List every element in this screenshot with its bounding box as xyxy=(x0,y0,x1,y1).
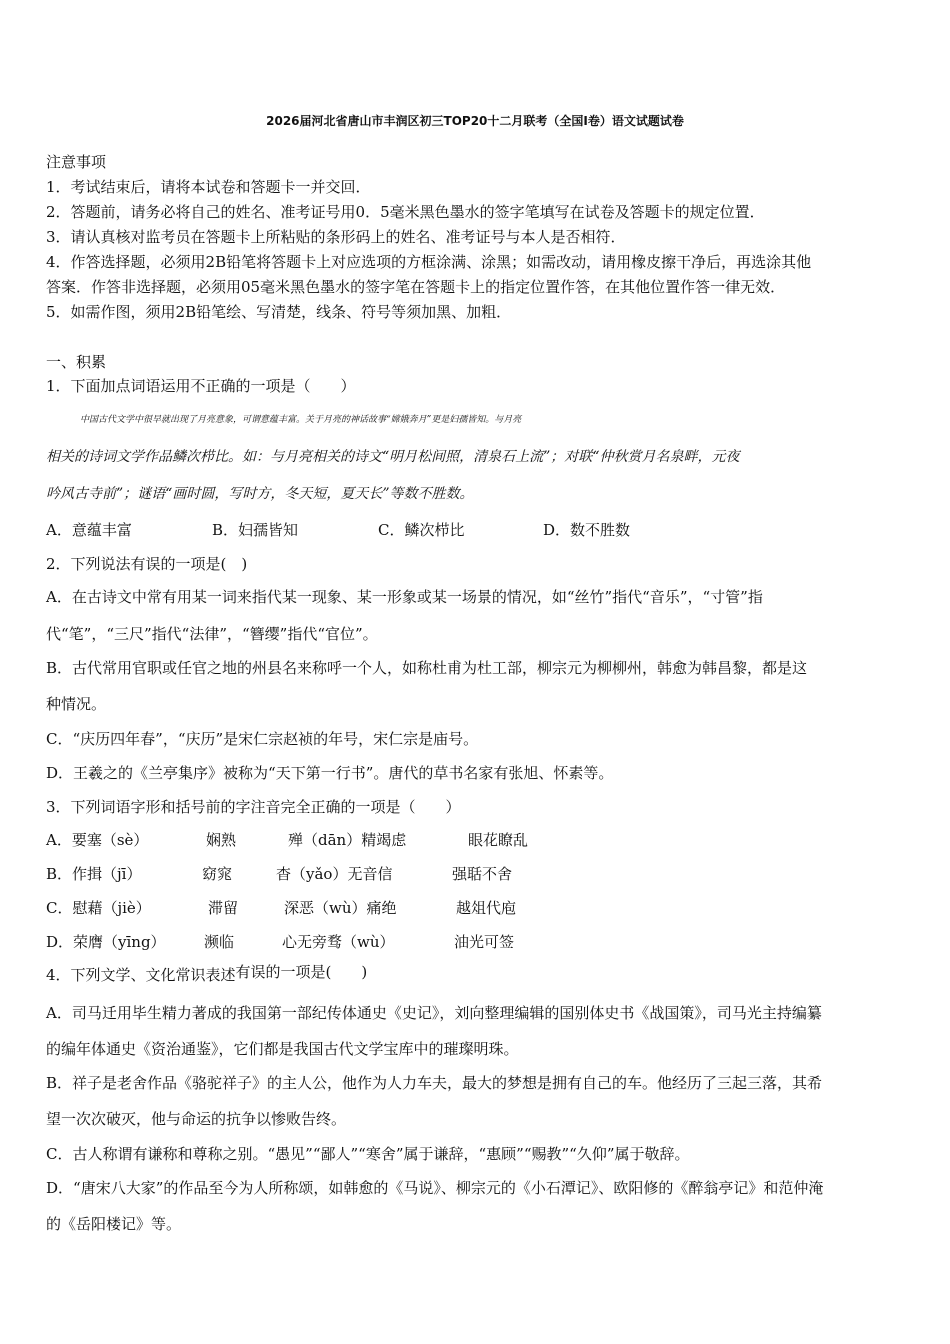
option-d: D．数不胜数 xyxy=(543,521,631,539)
stem-part: 有误的一项是( ) xyxy=(235,963,368,981)
row-cell: 娴熟 xyxy=(206,831,237,849)
option-line: A．司马迁用毕生精力著成的我国第一部纪传体通史《史记》，刘向整理编辑的国别体史书《战国策》，司马光主持编纂 xyxy=(46,1004,822,1022)
row-cell: 殚（dān）精竭虑 xyxy=(288,831,407,849)
passage-line: 相关的诗词文学作品鳞次栉比。如：与月亮相关的诗文“明月松间照，清泉石上流”；对联“仲秋赏月名泉畔，元夜 xyxy=(46,449,740,465)
option-line: D．王羲之的《兰亭集序》被称为“天下第一行书”。唐代的草书名家有张旭、怀素等。 xyxy=(46,764,614,782)
notice-item: 5．如需作图，须用2B铅笔绘、写清楚，线条、符号等须加黑、加粗． xyxy=(46,303,512,321)
question-2-stem: 2．下列说法有误的一项是( ) xyxy=(46,555,248,573)
option-line: C．古人称谓有谦称和尊称之别。“愚见”“鄙人”“寒舍”属于谦辞，“惠顾”“赐教”“久仰”属于敬辞。 xyxy=(46,1145,690,1163)
row-cell: 油光可签 xyxy=(454,933,515,951)
option-c: C．鳞次栉比 xyxy=(378,521,465,539)
section-heading: 一、积累 xyxy=(46,353,107,371)
row-cell: D．荣膺（yīng） xyxy=(46,933,166,951)
row-cell: B．作揖（jī） xyxy=(46,865,142,883)
page-title: 2026届河北省唐山市丰润区初三TOP20十二月联考（全国Ⅰ卷）语文试题试卷 xyxy=(266,114,684,128)
option-line: C．“庆历四年春”，“庆历”是宋仁宗赵祯的年号，宋仁宗是庙号。 xyxy=(46,730,479,748)
option-line: 种情况。 xyxy=(46,695,107,713)
row-cell: 眼花瞭乱 xyxy=(468,831,529,849)
option-line: 望一次次破灭，他与命运的抗争以惨败告终。 xyxy=(46,1110,347,1128)
row-cell: A．要塞（sè） xyxy=(46,831,149,849)
row-cell: 濒临 xyxy=(204,933,235,951)
row-cell: C．慰藉（jiè） xyxy=(46,899,151,917)
question-3-stem: 3．下列词语字形和括号前的字注音完全正确的一项是（ ） xyxy=(46,798,461,816)
option-line: 的《岳阳楼记》等。 xyxy=(46,1215,182,1233)
question-4-stem xyxy=(46,965,367,985)
passage-line: 吟风古寺前”；谜语“画时圆，写时方，冬天短，夏天长”等数不胜数。 xyxy=(46,486,474,502)
row-cell: 窈窕 xyxy=(202,865,233,883)
row-cell: 强聒不舍 xyxy=(452,865,513,883)
notice-item: 2．答题前，请务必将自己的姓名、准考证号用0．5毫米黑色墨水的签字笔填写在试卷及答题卡的规定位置． xyxy=(46,203,765,221)
row-cell: 深恶（wù）痛绝 xyxy=(284,899,397,917)
stem-part: 4．下列文学、文化常识表述 xyxy=(46,966,236,984)
notice-item: 4．作答选择题，必须用2B铅笔将答题卡上对应选项的方框涂满、涂黑；如需改动，请用橡皮擦干净后，再选涂其他 xyxy=(46,253,812,271)
passage-line: 中国古代文学中很早就出现了月亮意象，可谓意蕴丰富。关于月亮的神话故事“嫦娥奔月”更是妇孺皆知。与月亮 xyxy=(80,415,522,425)
option-line: 代“笔”，“三尺”指代“法律”，“簪缨”指代“官位”。 xyxy=(46,625,378,643)
option-b: B．妇孺皆知 xyxy=(212,521,299,539)
option-line: B．祥子是老舍作品《骆驼祥子》的主人公，他作为人力车夫，最大的梦想是拥有自己的车。他经历了三起三落，其希 xyxy=(46,1074,823,1092)
notice-item: 答案．作答非选择题，必须用05毫米黑色墨水的签字笔在答题卡上的指定位置作答，在其他位置作答一律无效． xyxy=(46,278,786,296)
option-a: A．意蕴丰富 xyxy=(46,521,132,539)
question-1-stem: 1．下面加点词语运用不正确的一项是（ ） xyxy=(46,377,356,395)
option-line: A．在古诗文中常有用某一词来指代某一现象、某一形象或某一场景的情况，如“丝竹”指代“音乐”，“寸管”指 xyxy=(46,588,763,606)
option-line: B．古代常用官职或任官之地的州县名来称呼一个人，如称杜甫为杜工部，柳宗元为柳柳州，韩愈为韩昌黎，都是这 xyxy=(46,659,808,677)
notice-item: 1．考试结束后，请将本试卷和答题卡一并交回． xyxy=(46,178,371,196)
notice-heading: 注意事项 xyxy=(46,153,107,171)
row-cell: 杳（yǎo）无音信 xyxy=(276,865,393,883)
row-cell: 心无旁骛（wù） xyxy=(282,933,395,951)
option-line: 的编年体通史《资治通鉴》，它们都是我国古代文学宝库中的璀璨明珠。 xyxy=(46,1040,519,1058)
row-cell: 滞留 xyxy=(208,899,239,917)
row-cell: 越俎代庖 xyxy=(456,899,517,917)
notice-item: 3．请认真核对监考员在答题卡上所粘贴的条形码上的姓名、准考证号与本人是否相符． xyxy=(46,228,626,246)
option-line: D．“唐宋八大家”的作品至今为人所称颂，如韩愈的《马说》、柳宗元的《小石潭记》、欧阳修的《醉翁亭记》和范仲淹 xyxy=(46,1179,824,1197)
